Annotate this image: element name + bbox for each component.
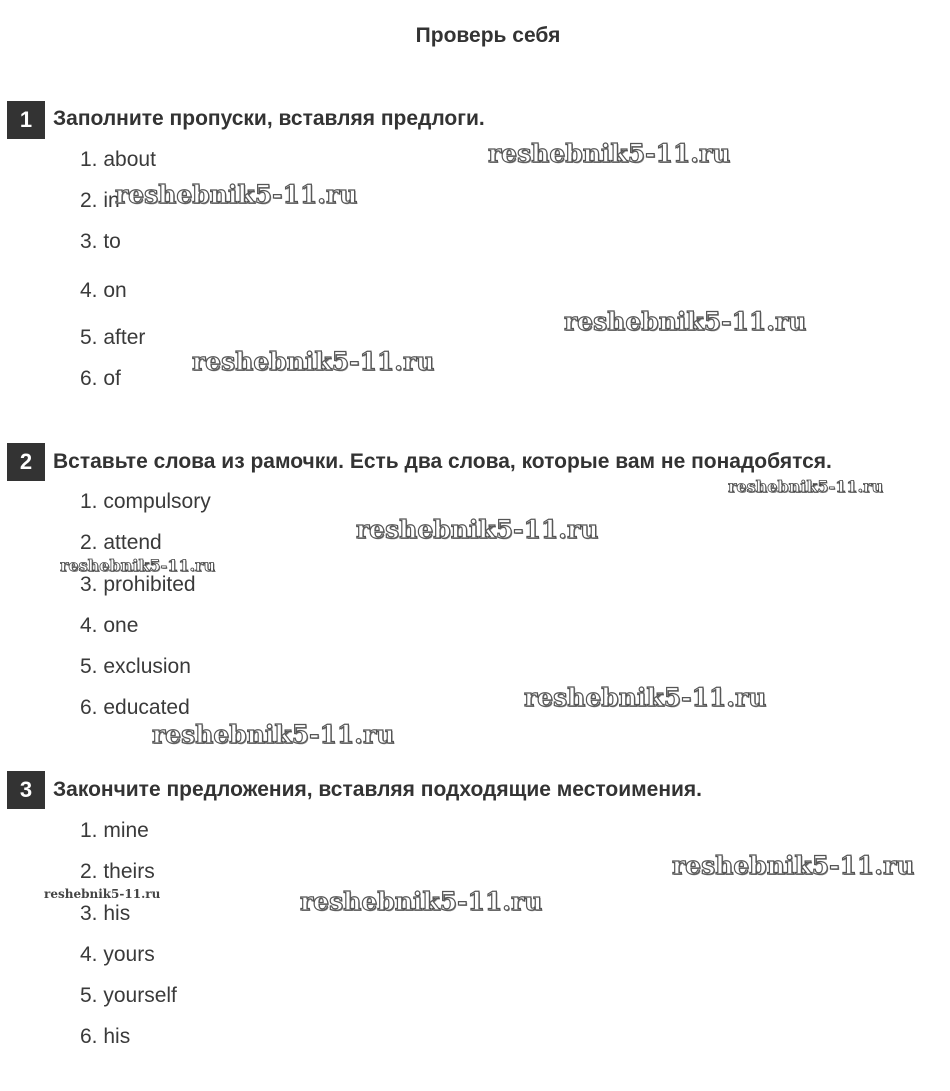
task-1-answer-6: 6. of xyxy=(80,367,121,390)
watermark: reshebnik5-11.ru xyxy=(672,851,915,880)
watermark: reshebnik5-11.ru xyxy=(115,180,358,209)
watermark: reshebnik5-11.ru xyxy=(300,887,543,916)
task-1-number-badge: 1 xyxy=(7,101,45,139)
task-3-answer-3: 3. his xyxy=(80,902,131,925)
task-2-answer-3: 3. prohibited xyxy=(80,573,196,596)
task-2-answer-5: 5. exclusion xyxy=(80,655,191,678)
task-3-answer-2: 2. theirs xyxy=(80,860,155,883)
task-2-answer-6: 6. educated xyxy=(80,696,190,719)
watermark: reshebnik5-11.ru xyxy=(564,307,807,336)
task-3-answer-4: 4. yours xyxy=(80,943,155,966)
watermark: reshebnik5-11.ru xyxy=(356,515,599,544)
task-3-heading: Закончите предложения, вставляя подходящие местоимения. xyxy=(53,778,703,801)
page-title: Проверь себя xyxy=(415,24,561,47)
task-1-answer-4: 4. on xyxy=(80,279,127,302)
watermark: reshebnik5-11.ru xyxy=(152,720,395,749)
task-3-answer-6: 6. his xyxy=(80,1025,131,1048)
task-1-heading: Заполните пропуски, вставляя предлоги. xyxy=(53,107,485,130)
watermark: reshebnik5-11.ru xyxy=(44,887,161,901)
task-1-answer-2: 2. in xyxy=(80,189,120,212)
task-2-heading: Вставьте слова из рамочки. Есть два слова, которые вам не понадобятся. xyxy=(53,450,832,473)
watermark: reshebnik5-11.ru xyxy=(728,477,884,496)
task-2-answer-1: 1. compulsory xyxy=(80,490,211,513)
task-2-answer-2: 2. attend xyxy=(80,531,162,554)
watermark: reshebnik5-11.ru xyxy=(524,683,767,712)
task-3-answer-5: 5. yourself xyxy=(80,984,177,1007)
task-2-answer-4: 4. one xyxy=(80,614,139,637)
task-1-answer-1: 1. about xyxy=(80,148,156,171)
watermark: reshebnik5-11.ru xyxy=(192,347,435,376)
task-2-number-badge: 2 xyxy=(7,443,45,481)
task-1-answer-3: 3. to xyxy=(80,230,121,253)
watermark: reshebnik5-11.ru xyxy=(488,139,731,168)
watermark: reshebnik5-11.ru xyxy=(60,556,216,575)
task-3-answer-1: 1. mine xyxy=(80,819,149,842)
task-1-answer-5: 5. after xyxy=(80,326,146,349)
task-3-number-badge: 3 xyxy=(7,771,45,809)
